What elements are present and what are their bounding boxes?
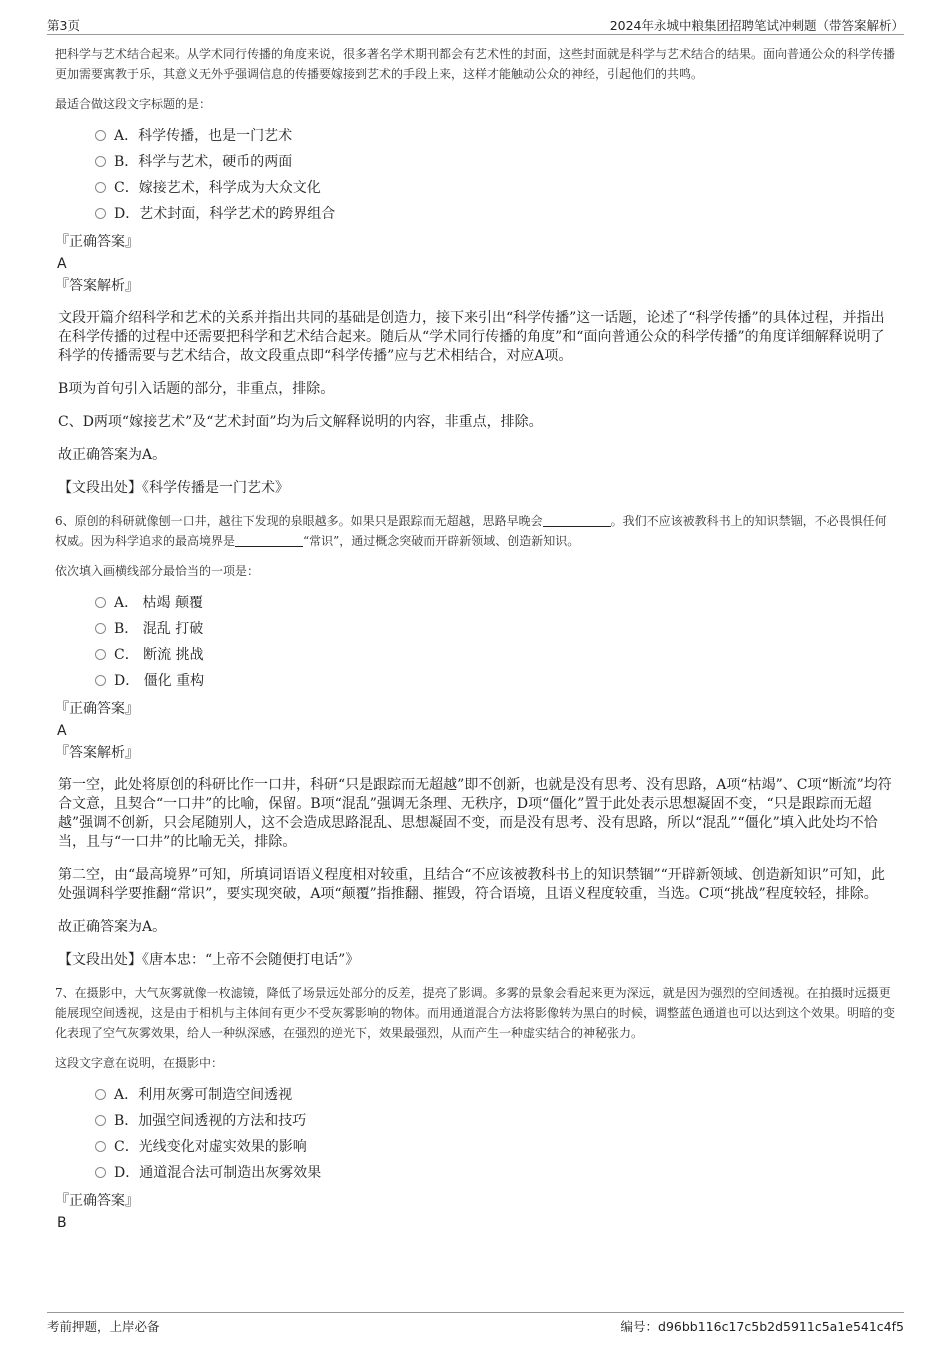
q5-passage: 把科学与艺术结合起来。从学术同行传播的角度来说，很多著名学术期刊都会有艺术性的封面，这些封面就是科学与艺术结合的结果。面向普通公众的科学传播更加需要寓教于乐，其意义无外乎强调信息的传播要嫁接到艺术的手段上来，这样才能触动公众的神经，引起他们的共鸣。 xyxy=(55,47,896,81)
q7-option-a[interactable]: A．利用灰雾可制造空间透视 xyxy=(55,1082,895,1108)
q7-answer-label: 『正确答案』 xyxy=(55,1193,139,1209)
radio-icon[interactable] xyxy=(95,597,106,608)
radio-icon[interactable] xyxy=(95,675,106,686)
radio-icon[interactable] xyxy=(95,623,106,634)
q5-analysis-label: 『答案解析』 xyxy=(55,278,139,294)
q5-prompt: 最适合做这段文字标题的是： xyxy=(55,97,212,111)
q6-option-c[interactable]: C． 断流 挑战 xyxy=(55,642,895,668)
q5-analysis-3: C、D两项“嫁接艺术”及“艺术封面”均为后文解释说明的内容，非重点，排除。 xyxy=(58,414,543,430)
q5-answer-label: 『正确答案』 xyxy=(55,234,139,250)
blank-2 xyxy=(235,534,303,547)
q7-options xyxy=(55,1082,895,1186)
q7-option-b[interactable]: B．加强空间透视的方法和技巧 xyxy=(55,1108,895,1134)
radio-icon[interactable] xyxy=(95,1141,106,1152)
q5-option-b[interactable]: B．科学与艺术，硬币的两面 xyxy=(55,149,895,175)
q6-options xyxy=(55,590,895,694)
radio-icon[interactable] xyxy=(95,1089,106,1100)
q5-option-c[interactable]: C．嫁接艺术，科学成为大众文化 xyxy=(55,175,895,201)
q5-option-a[interactable]: A．科学传播，也是一门艺术 xyxy=(55,123,895,149)
q5-options xyxy=(55,123,895,227)
q5-analysis-1: 文段开篇介绍科学和艺术的关系并指出共同的基础是创造力，接下来引出“科学传播”这一话题，论述了“科学传播”的具体过程，并指出在科学传播的过程中还需要把科学和艺术结合起来。随后从“学术同行传播的角度”和“面向普通公众的科学传播”的角度详细解释说明了科学的传播需要与艺术结合，故文段重点即“科学传播”应与艺术相结合，对应A项。 xyxy=(58,310,885,364)
radio-icon[interactable] xyxy=(95,156,106,167)
radio-icon[interactable] xyxy=(95,649,106,660)
q6-option-b[interactable]: B． 混乱 打破 xyxy=(55,616,895,642)
q6-analysis-label: 『答案解析』 xyxy=(55,745,139,761)
page-footer xyxy=(47,1312,904,1335)
page-header xyxy=(47,14,904,35)
q5-source: 【文段出处】《科学传播是一门艺术》 xyxy=(58,480,289,496)
q6-analysis-1: 第一空，此处将原创的科研比作一口井，科研“只是跟踪而无超越”即不创新，也就是没有思考、没有思路，A项“枯竭”、C项“断流”均符合文意，且契合“一口井”的比喻，保留。B项“混乱”强调无条理、无秩序，D项“僵化”置于此处表示思想凝固不变，“只是跟踪而无超越”强调不创新，只会尾随别人，这不会造成思路混乱、思想凝固不变，而是没有思考、没有思路，所以“混乱”“僵化”填入此处均不恰当，且与“一口井”的比喻无关，排除。 xyxy=(58,777,892,850)
q6-answer-label: 『正确答案』 xyxy=(55,701,139,717)
radio-icon[interactable] xyxy=(95,1115,106,1126)
q6-option-a[interactable]: A． 枯竭 颠覆 xyxy=(55,590,895,616)
q6-analysis-3: 故正确答案为A。 xyxy=(58,919,167,935)
blank-1 xyxy=(543,514,611,527)
q5-analysis-4: 故正确答案为A。 xyxy=(58,447,167,463)
document-title: 2024年永城中粮集团招聘笔试冲刺题（带答案解析） xyxy=(609,18,904,33)
q7-prompt: 这段文字意在说明，在摄影中： xyxy=(55,1056,224,1070)
q5-analysis-2: B项为首句引入话题的部分，非重点，排除。 xyxy=(58,381,335,397)
document-id: 编号：d96bb116c17c5b2d5911c5a1e541c4f5 xyxy=(620,1319,904,1334)
radio-icon[interactable] xyxy=(95,182,106,193)
footer-slogan: 考前押题，上岸必备 xyxy=(47,1319,160,1334)
page-number: 第3页 xyxy=(47,18,80,33)
document-body xyxy=(55,44,895,1234)
q6-option-d[interactable]: D． 僵化 重构 xyxy=(55,668,895,694)
q7-passage: 7、在摄影中，大气灰雾就像一枚滤镜，降低了场景远处部分的反差，提亮了影调。多雾的景象会看起来更为深远，就是因为强烈的空间透视。在拍摄时远摄更能展现空间透视，这是由于相机与主体间有更少不受灰雾影响的物体。而用通道混合方法将影像转为黑白的时候，调整蓝色通道也可以达到这个效果。明暗的变化表现了空气灰雾效果，给人一种纵深感，在强烈的逆光下，效果最强烈，从而产生一种虚实结合的神秘张力。 xyxy=(55,986,896,1040)
q6-stem: 6、原创的科研就像刨一口井，越往下发现的泉眼越多。如果只是跟踪而无超越，思路早晚会 。我们不应该被教科书上的知识禁锢，不必畏惧任何权威。因为科学追求的最高境界是 “常识”，通过概念突破而开辟新领域、创造新知识。 xyxy=(55,514,887,548)
q7-option-c[interactable]: C．光线变化对虚实效果的影响 xyxy=(55,1134,895,1160)
q6-answer: A xyxy=(57,723,67,739)
q6-prompt: 依次填入画横线部分最恰当的一项是： xyxy=(55,564,260,578)
q6-source: 【文段出处】《唐本忠：“上帝不会随便打电话”》 xyxy=(58,952,360,968)
radio-icon[interactable] xyxy=(95,208,106,219)
q7-answer: B xyxy=(57,1215,67,1231)
q5-answer: A xyxy=(57,256,67,272)
radio-icon[interactable] xyxy=(95,1167,106,1178)
q7-option-d[interactable]: D．通道混合法可制造出灰雾效果 xyxy=(55,1160,895,1186)
q5-option-d[interactable]: D．艺术封面，科学艺术的跨界组合 xyxy=(55,201,895,227)
radio-icon[interactable] xyxy=(95,130,106,141)
q6-analysis-2: 第二空，由“最高境界”可知，所填词语语义程度相对较重，且结合“不应该被教科书上的知识禁锢”“开辟新领域、创造新知识”可知，此处强调科学要推翻“常识”，要实现突破，A项“颠覆”指推翻、摧毁，符合语境，且语义程度较重，当选。C项“挑战”程度较轻，排除。 xyxy=(58,867,885,902)
